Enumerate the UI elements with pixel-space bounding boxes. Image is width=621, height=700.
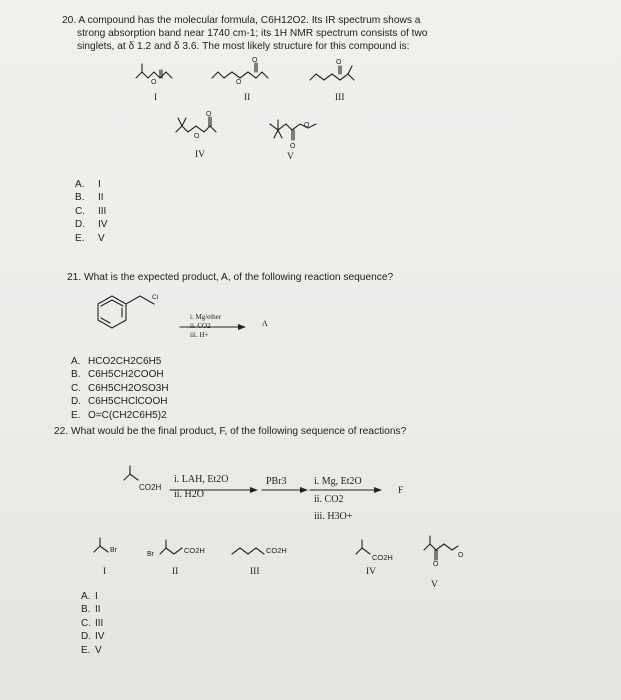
q22-choice-b[interactable]: B. II [81, 604, 101, 616]
q20-choice-b[interactable]: B. II [75, 192, 104, 204]
q22-br-label-2: Br [147, 551, 154, 558]
q21-cl-label: Cl [152, 294, 159, 301]
q22-choices [81, 590, 104, 657]
q22-structure-4 [356, 540, 370, 554]
q22-label-4: IV [366, 567, 377, 577]
svg-text:O: O [304, 122, 310, 129]
q21-choice-a[interactable]: A. HCO2CH2C6H5 [71, 356, 162, 367]
q22-o-label-carbonyl: O [433, 561, 439, 568]
svg-text:O: O [336, 59, 342, 66]
q22-step-3c: iii. H3O+ [314, 511, 353, 522]
q20-choices [75, 178, 107, 245]
q22-structure-2 [160, 540, 182, 554]
q20-label-2: II [244, 93, 251, 103]
q22-label-1: I [103, 567, 107, 577]
q22-start-label: CO2H [139, 483, 162, 492]
q20-choice-e[interactable]: E. V [75, 232, 105, 244]
q22-structure-5 [424, 536, 458, 560]
svg-text:O: O [194, 133, 200, 140]
q22-choice-a[interactable]: A. I [81, 591, 98, 602]
q22-question: 22. What would be the final product, F, of the following sequence of reactions? [54, 426, 407, 437]
q22-scheme [0, 450, 621, 590]
q22-br-label-1: Br [110, 547, 117, 554]
svg-text:O: O [252, 57, 258, 64]
q21-reagent-3: iii. H+ [190, 331, 209, 339]
q22-step-1-bottom: ii. H2O [174, 489, 204, 500]
q21-choice-e[interactable]: E. O=C(CH2C6H5)2 [71, 409, 167, 421]
svg-text:O: O [151, 79, 157, 86]
benzyl-chloride-structure [98, 296, 154, 328]
q21-product-label: A [262, 319, 268, 328]
q20-line-1: 20. A compound has the molecular formula, C6H12O2. Its IR spectrum shows a [62, 15, 421, 26]
q21-reagent-2: ii. CO2 [190, 322, 211, 330]
q20-line-3: singlets, at δ 1.2 and δ 3.6. The most likely structure for this compound is: [77, 41, 410, 52]
q21-reagent-1: i. Mg/ether [190, 313, 222, 321]
q20-structure-4 [176, 111, 216, 140]
q20-choice-d[interactable]: D. IV [75, 219, 108, 231]
q22-step-3a: i. Mg, Et2O [314, 476, 362, 487]
q20-choice-c[interactable]: C. III [75, 205, 107, 217]
q22-label-2: II [172, 567, 179, 577]
q22-o-label-ester: O [458, 552, 464, 559]
q22-step-1-top: i. LAH, Et2O [174, 474, 229, 485]
q20-structure-2 [212, 57, 268, 86]
q22-co2h-label-3: CO2H [266, 546, 287, 555]
q21-scheme [0, 285, 621, 365]
q21-question: 21. What is the expected product, A, of the following reaction sequence? [67, 272, 394, 283]
q20-line-2: strong absorption band near 1740 cm-1; its 1H NMR spectrum consists of two [77, 28, 428, 39]
q21-choice-c[interactable]: C. C6H5CH2OSO3H [71, 382, 169, 394]
q21-arrowhead [238, 324, 246, 330]
q22-product-label: F [398, 485, 404, 495]
q22-choice-d[interactable]: D. IV [81, 631, 105, 643]
svg-text:O: O [236, 79, 242, 86]
svg-text:O: O [290, 143, 296, 150]
q21-choices [71, 355, 169, 422]
q22-label-5: V [431, 580, 438, 590]
q22-step-3b: ii. CO2 [314, 494, 344, 505]
q20-structures [0, 0, 621, 170]
q20-label-5: V [287, 152, 294, 162]
q20-choice-a[interactable]: A. I [75, 179, 101, 190]
q21-choice-b[interactable]: B. C6H5CH2COOH [71, 369, 164, 381]
q22-step-2: PBr3 [266, 476, 287, 487]
q22-structure-3 [232, 548, 264, 554]
q22-co2h-label-2: CO2H [184, 546, 205, 555]
q20-label-4: IV [195, 150, 206, 160]
q22-co2h-label-4: CO2H [372, 553, 393, 562]
q22-choice-e[interactable]: E. V [81, 644, 102, 656]
q20-structure-3 [310, 59, 354, 80]
q22-choice-c[interactable]: C. III [81, 617, 104, 629]
q20-structure-5 [270, 120, 316, 150]
q20-structure-1 [136, 64, 172, 86]
q22-structure-1 [94, 538, 108, 552]
q20-label-1: I [154, 93, 158, 103]
q20-label-3: III [335, 93, 345, 103]
svg-text:O: O [206, 111, 212, 118]
q22-start-structure [124, 466, 138, 480]
q21-choice-d[interactable]: D. C6H5CHClCOOH [71, 396, 168, 408]
q22-label-3: III [250, 567, 260, 577]
